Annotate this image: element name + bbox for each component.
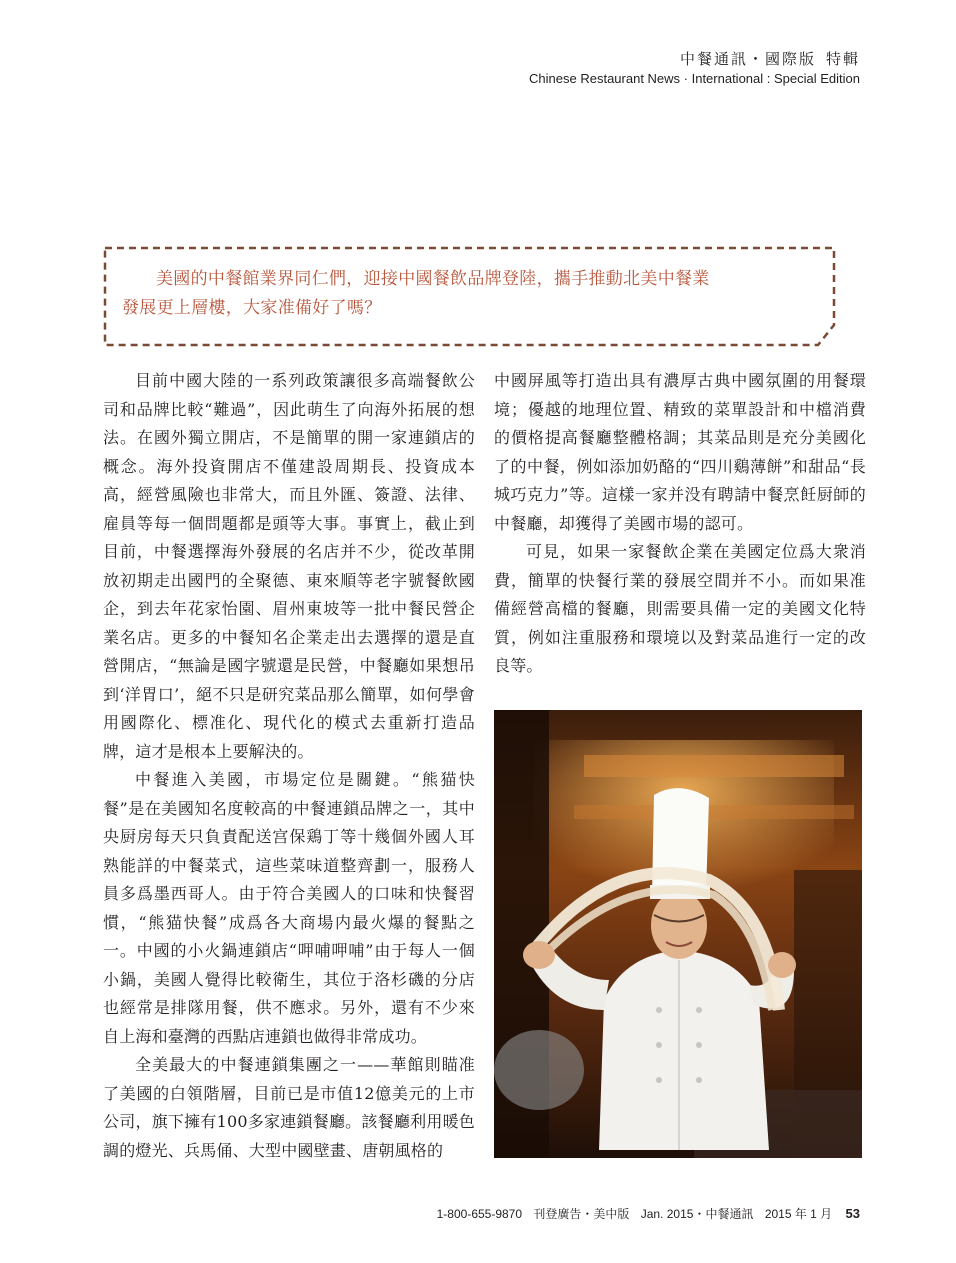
- footer-ad-label: 刊登廣告・美中版: [533, 1207, 630, 1221]
- article-column-left: [103, 367, 475, 1165]
- header-title-cn: [529, 50, 860, 69]
- footer-phone: 1-800-655-9870: [436, 1207, 523, 1221]
- article-column-right: [494, 367, 866, 681]
- chef-photo: [494, 710, 862, 1158]
- header-title-en: Chinese Restaurant News · International : Special Edition: [529, 71, 860, 86]
- paragraph: 中餐進入美國，市場定位是關鍵。“熊猫快餐”是在美國知名度較高的中餐連鎖品牌之一，其中央厨房每天只負責配送宫保鶏丁等十幾個外國人耳熟能詳的中餐菜式，這些菜味道整齊劃一，服務人員多爲墨西哥人。由于符合美國人的口味和快餐習慣，“熊猫快餐”成爲各大商場内最火爆的餐點之一。中國的小火鍋連鎖店“呷哺呷哺”由于每人一個小鍋，美國人覺得比較衛生，其位于洛杉磯的分店也經常是排隊用餐，供不應求。另外，還有不少來自上海和臺灣的西點店連鎖也做得非常成功。: [103, 770, 475, 1046]
- special-edition-cn: 特輯: [825, 50, 860, 68]
- page-footer: [437, 1205, 860, 1222]
- callout-text: [122, 265, 802, 323]
- paragraph: 可見，如果一家餐飲企業在美國定位爲大衆消費，簡單的快餐行業的發展空間并不小。而如果准備經營高檔的餐廳，則需要具備一定的美國文化特質，例如注重服務和環境以及對菜品進行一定的改良等。: [494, 542, 866, 675]
- publication-title-cn: 中餐通訊・國際版: [679, 50, 816, 68]
- paragraph: 目前中國大陸的一系列政策讓很多高端餐飲公司和品牌比較“難過”，因此萌生了向海外拓展的想法。在國外獨立開店，不是簡單的開一家連鎖店的概念。海外投資開店不僅建設周期長、投資成本高，經營風險也非常大，而且外匯、簽證、法律、雇員等每一個問題都是頭等大事。事實上，截止到目前，中餐選擇海外發展的名店并不少，從改革開放初期走出國門的全聚德、東來順等老字號餐飲國企，到去年花家怡園、眉州東坡等一批中餐民營企業名店。更多的中餐知名企業走出去選擇的還是直營開店，“無論是國字號還是民營，中餐廳如果想吊到‘洋胃口’，絕不只是研究菜品那么簡單，如何學會用國際化、標准化、現代化的模式去重新打造品牌，這才是根本上要解決的。: [103, 371, 475, 761]
- callout-line-2: 發展更上層樓，大家准備好了嗎？: [122, 298, 382, 318]
- footer-issue-en: Jan. 2015: [640, 1207, 694, 1221]
- footer-publication: ・中餐通訊: [693, 1207, 754, 1221]
- running-header: [529, 50, 860, 87]
- paragraph: 中國屏風等打造出具有濃厚古典中國氛圍的用餐環境；優越的地理位置、精致的菜單設計和中檔消費的價格提高餐廳整體格調；其菜品則是充分美國化了的中餐，例如添加奶酪的“四川鷄薄餅”和甜品“長城巧克力”等。這樣一家并没有聘請中餐烹飪厨師的中餐廳，却獲得了美國市場的認可。: [494, 371, 866, 533]
- footer-issue-cn: 2015 年 1 月: [764, 1207, 833, 1221]
- paragraph: 全美最大的中餐連鎖集團之一——華館則瞄准了美國的白領階層，目前已是市值12億美元的上市公司，旗下擁有100多家連鎖餐廳。該餐廳利用暖色調的燈光、兵馬俑、大型中國壁畫、唐朝風格的: [103, 1055, 475, 1160]
- callout-line-1: 美國的中餐館業界同仁們，迎接中國餐飲品牌登陸，攜手推動北美中餐業: [156, 269, 710, 289]
- chef-pulling-noodles-illustration: [494, 710, 862, 1158]
- callout-box: [102, 245, 838, 348]
- page-number: 53: [845, 1206, 860, 1221]
